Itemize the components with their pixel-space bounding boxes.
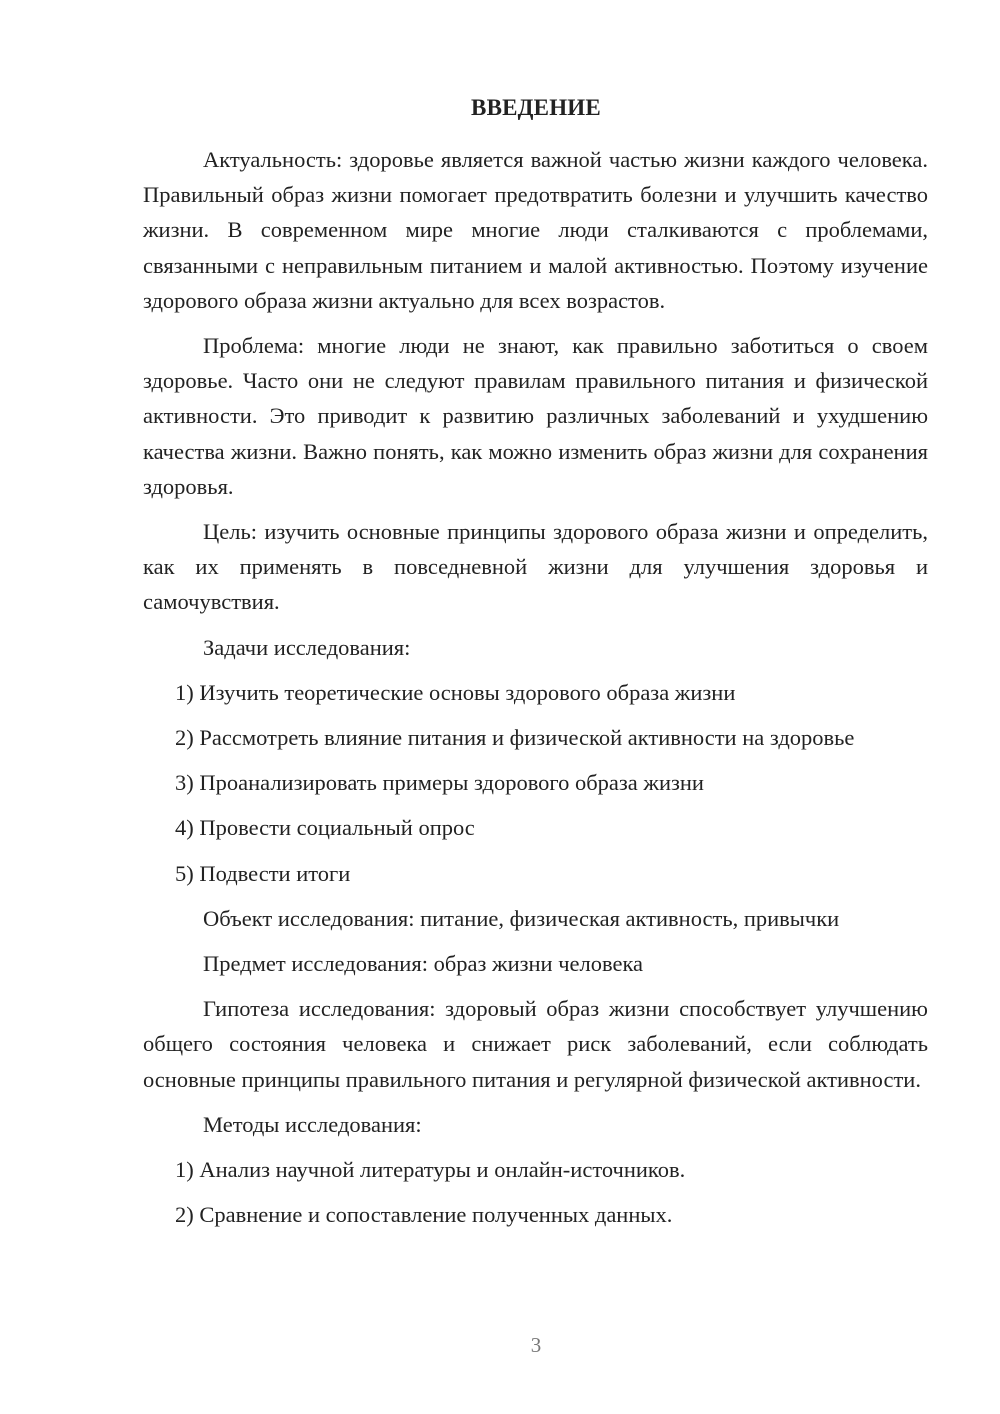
document-body [143,142,928,1242]
problem-paragraph: Проблема: многие люди не знают, как правильно заботиться о своем здоровье. Часто они не следуют правилам правильного питания и физической активности. Это приводит к развитию различных заболеваний и ухудшению качества жизни. Важно понять, как можно изменить образ жизни для сохранения здоровья. [143,333,928,499]
methods-list [143,1152,928,1232]
methods-heading: Методы исследования: [203,1111,422,1137]
list-item: 1) Анализ научной литературы и онлайн-источников. [175,1157,686,1183]
goal-paragraph: Цель: изучить основные принципы здорового образа жизни и определить, как их применять в повседневной жизни для улучшения здоровья и самочувствия. [143,519,928,615]
list-item: 3) Проанализировать примеры здорового образа жизни [175,770,704,796]
tasks-list [143,675,928,891]
hypothesis-paragraph: Гипотеза исследования: здоровый образ жизни способствует улучшению общего состояния человека и снижает риск заболеваний, если соблюдать основные принципы правильного питания и регулярной физической активности. [143,996,928,1092]
page-number: 3 [530,1333,542,1357]
object-paragraph: Объект исследования: питание, физическая активность, привычки [203,905,840,931]
list-item: 1) Изучить теоретические основы здорового образа жизни [175,679,736,705]
list-item: 2) Рассмотреть влияние питания и физической активности на здоровье [175,725,855,751]
list-item: 2) Сравнение и сопоставление полученных данных. [175,1202,673,1228]
page-title: ВВЕДЕНИЕ [471,95,601,120]
subject-paragraph: Предмет исследования: образ жизни человека [203,951,644,977]
list-item: 4) Провести социальный опрос [175,815,475,841]
relevance-paragraph: Актуальность: здоровье является важной частью жизни каждого человека. Правильный образ жизни помогает предотвратить болезни и улучшить качество жизни. В современном мире многие люди сталкиваются с проблемами, связанными с неправильным питанием и малой активностью. Поэтому изучение здорового образа жизни актуально для всех возрастов. [143,147,928,313]
tasks-heading: Задачи исследования: [203,634,411,660]
list-item: 5) Подвести итоги [175,860,351,886]
